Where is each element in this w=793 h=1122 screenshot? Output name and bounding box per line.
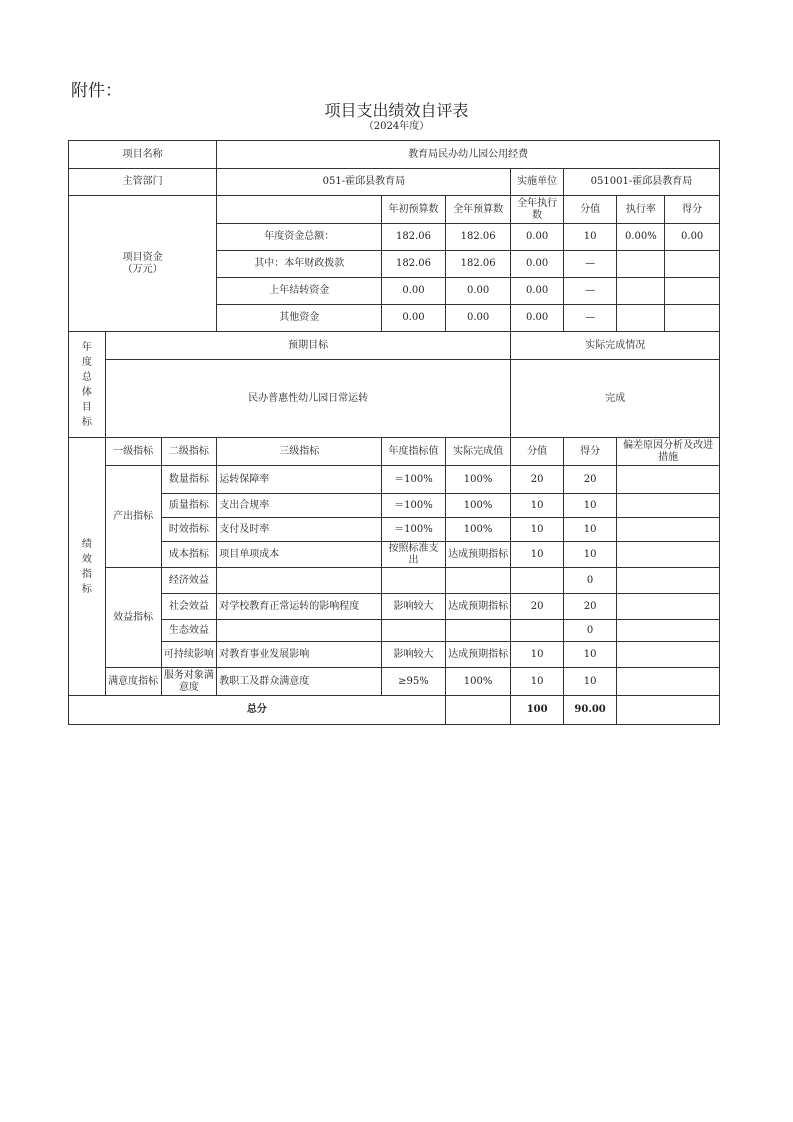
indicator-header: 实际完成值: [445, 438, 511, 466]
goals-header-row: [69, 332, 720, 360]
indicator-row: [69, 620, 720, 642]
score-value: 10: [563, 518, 617, 542]
target-value: ＝100%: [382, 466, 446, 494]
self-evaluation-table: [68, 140, 720, 725]
funds-header: 全年执行数: [511, 196, 563, 224]
level1-indicator: 满意度指标: [105, 668, 161, 696]
level2-indicator: 数量指标: [161, 466, 217, 494]
project-name-row: [69, 141, 720, 169]
funds-row-name: 年度资金总额：: [217, 224, 382, 251]
department-row: [69, 169, 720, 196]
actual-value: 达成预期指标: [445, 594, 511, 620]
funds-initial: 182.06: [382, 224, 446, 251]
page-title: 项目支出绩效自评表: [324, 101, 469, 120]
unit-label: 实施单位: [511, 169, 563, 196]
level3-indicator: 对教育事业发展影响: [217, 642, 382, 668]
level2-indicator: 社会效益: [161, 594, 217, 620]
deviation-note: [617, 594, 720, 620]
funds-rate: [617, 305, 665, 331]
level3-indicator: 对学校教育正常运转的影响程度: [217, 594, 382, 620]
weight-value: [511, 620, 563, 642]
funds-label-line1: 项目资金: [122, 251, 163, 263]
score-value: 10: [563, 542, 617, 568]
funds-header: 分值: [563, 196, 617, 224]
score-value: 10: [563, 642, 617, 668]
goals-row: [69, 360, 720, 438]
target-value: ≥95%: [382, 668, 446, 696]
weight-value: 10: [511, 542, 563, 568]
actual-value: 100%: [445, 494, 511, 518]
actual-value: [445, 568, 511, 594]
level3-indicator: 运转保障率: [217, 466, 382, 494]
level2-indicator: 生态效益: [161, 620, 217, 642]
deviation-note: [617, 568, 720, 594]
score-value: 0: [563, 620, 617, 642]
target-value: 影响较大: [382, 594, 446, 620]
indicator-header: 三级指标: [217, 438, 382, 466]
level3-indicator: 支付及时率: [217, 518, 382, 542]
funds-split: [617, 305, 720, 332]
level3-indicator: 支出合规率: [217, 494, 382, 518]
dept-value: 051-霍邱县教育局: [217, 169, 511, 196]
level3-indicator: [217, 620, 382, 642]
funds-score: 0.00: [681, 231, 704, 242]
funds-score: [665, 251, 719, 277]
indicator-header: 分值: [511, 438, 563, 466]
indicator-header: 年度指标值: [382, 438, 446, 466]
goals-section-label: 年度总体目标: [69, 332, 106, 438]
funds-header-row: [69, 196, 720, 224]
level2-indicator: 服务对象满意度: [161, 668, 217, 696]
funds-header: 执行率: [617, 196, 665, 223]
level3-indicator: 教职工及群众满意度: [217, 668, 382, 696]
deviation-note: [617, 494, 720, 518]
funds-row-name: 其他资金: [217, 305, 382, 332]
expected-goal-label: 预期目标: [105, 332, 511, 360]
funds-initial: 182.06: [382, 251, 446, 278]
actual-value: 100%: [445, 518, 511, 542]
deviation-note: [617, 518, 720, 542]
funds-weight: —: [563, 278, 617, 305]
funds-annual: 182.06: [445, 251, 511, 278]
actual-completion-label: 实际完成情况: [511, 332, 720, 360]
funds-row-name: 其中：本年财政拨款: [217, 251, 382, 278]
funds-split: [617, 224, 720, 251]
weight-value: [511, 568, 563, 594]
actual-value: 100%: [445, 466, 511, 494]
deviation-note: [617, 542, 720, 568]
weight-value: 10: [511, 518, 563, 542]
weight-value: 10: [511, 642, 563, 668]
funds-header-split: [617, 196, 720, 224]
total-score: 90.00: [563, 696, 617, 725]
report-year: （2024年度）: [363, 121, 430, 132]
funds-initial: 0.00: [382, 305, 446, 332]
target-value: ＝100%: [382, 494, 446, 518]
level2-indicator: 经济效益: [161, 568, 217, 594]
level2-indicator: 可持续影响: [161, 642, 217, 668]
unit-value: 051001-霍邱县教育局: [563, 169, 719, 196]
total-row: [69, 696, 720, 725]
indicator-row: [69, 594, 720, 620]
indicator-row: [69, 542, 720, 568]
funds-annual: 0.00: [445, 305, 511, 332]
indicator-header: 偏差原因分析及改进措施: [617, 438, 720, 466]
actual-completion: 完成: [511, 360, 720, 438]
level2-indicator: 质量指标: [161, 494, 217, 518]
deviation-note: [617, 642, 720, 668]
total-blank: [445, 696, 511, 725]
indicator-row: [69, 642, 720, 668]
total-note: [617, 696, 720, 725]
deviation-note: [617, 620, 720, 642]
funds-rate: [617, 278, 665, 304]
funds-label-line2: （万元）: [122, 263, 163, 275]
funds-rate: 0.00%: [617, 224, 665, 250]
actual-value: 100%: [445, 668, 511, 696]
target-value: 按照标准支出: [382, 542, 446, 568]
score-value: 10: [563, 668, 617, 696]
weight-value: 20: [511, 594, 563, 620]
indicator-row: [69, 466, 720, 494]
score-value: 20: [563, 466, 617, 494]
level2-indicator: 成本指标: [161, 542, 217, 568]
level2-indicator: 时效指标: [161, 518, 217, 542]
funds-score: [665, 278, 719, 304]
funds-weight: 10: [563, 224, 617, 251]
actual-value: 达成预期指标: [445, 642, 511, 668]
expected-goal: 民办普惠性幼儿园日常运转: [105, 360, 511, 438]
level1-indicator: 效益指标: [105, 568, 161, 668]
indicator-header: 一级指标: [105, 438, 161, 466]
total-label: 总分: [69, 696, 446, 725]
target-value: ＝100%: [382, 518, 446, 542]
deviation-note: [617, 668, 720, 696]
target-value: [382, 620, 446, 642]
target-value: [382, 568, 446, 594]
indicator-row: [69, 668, 720, 696]
level3-indicator: [217, 568, 382, 594]
actual-value: [445, 620, 511, 642]
funds-weight: —: [563, 251, 617, 278]
score-value: 20: [563, 594, 617, 620]
attachment-label: 附件：: [71, 81, 122, 101]
funds-weight: —: [563, 305, 617, 332]
funds-executed: 0.00: [511, 251, 563, 278]
actual-value: 达成预期指标: [445, 542, 511, 568]
funds-row-name: 上年结转资金: [217, 278, 382, 305]
funds-header-blank: [217, 196, 382, 224]
funds-header: 得分: [682, 203, 703, 215]
indicator-header: 得分: [563, 438, 617, 466]
funds-header: 年初预算数: [382, 196, 446, 224]
funds-split: [617, 251, 720, 278]
total-weight: 100: [511, 696, 563, 725]
target-value: 影响较大: [382, 642, 446, 668]
funds-score: [665, 305, 719, 331]
funds-annual: 0.00: [445, 278, 511, 305]
project-name-label: 项目名称: [69, 141, 217, 169]
funds-executed: 0.00: [511, 305, 563, 332]
funds-rate: [617, 251, 665, 277]
funds-annual: 182.06: [445, 224, 511, 251]
weight-value: 20: [511, 466, 563, 494]
funds-split: [617, 278, 720, 305]
level1-indicator: 产出指标: [105, 466, 161, 568]
dept-label: 主管部门: [69, 169, 217, 196]
funds-initial: 0.00: [382, 278, 446, 305]
indicator-row: [69, 494, 720, 518]
project-name-value: 教育局民办幼儿园公用经费: [217, 141, 720, 169]
funds-executed: 0.00: [511, 224, 563, 251]
indicator-header: 二级指标: [161, 438, 217, 466]
funds-label: [69, 196, 217, 332]
funds-header: 全年预算数: [445, 196, 511, 224]
level3-indicator: 项目单项成本: [217, 542, 382, 568]
weight-value: 10: [511, 668, 563, 696]
funds-executed: 0.00: [511, 278, 563, 305]
indicator-row: [69, 568, 720, 594]
indicator-row: [69, 518, 720, 542]
weight-value: 10: [511, 494, 563, 518]
deviation-note: [617, 466, 720, 494]
indicators-section-label: 绩效指标: [69, 438, 106, 696]
score-value: 10: [563, 494, 617, 518]
score-value: 0: [563, 568, 617, 594]
indicators-header-row: [69, 438, 720, 466]
